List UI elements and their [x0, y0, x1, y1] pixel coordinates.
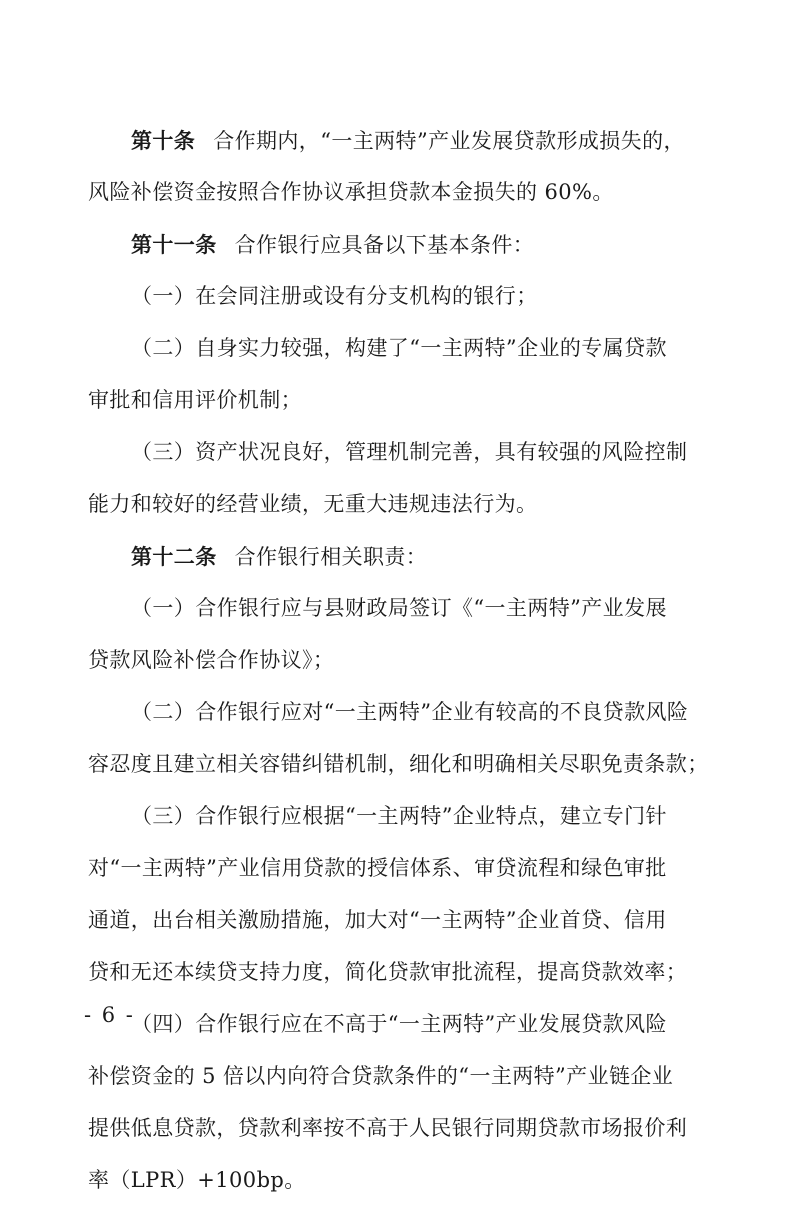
article-11-intro: 合作银行应具备以下基本条件： — [234, 233, 535, 257]
article-12-item-4-line-2: 补偿资金的 5 倍以内向符合贷款条件的“一主两特”产业链企业 — [88, 1064, 674, 1088]
article-10-line-1 — [88, 130, 693, 151]
article-12-item-4-line-1: （四）合作银行应在不高于“一主两特”产业发展贷款风险 — [131, 1012, 667, 1036]
article-11-heading: 第十一条 — [131, 232, 217, 257]
article-12-item-2-line-2: 容忍度且建立相关容错纠错机制，细化和明确相关尽职免责条款； — [88, 752, 709, 776]
article-11-item-2-line-1: （二）自身实力较强，构建了“一主两特”企业的专属贷款 — [131, 336, 667, 360]
article-11-item-1: （一）在会同注册或设有分支机构的银行； — [131, 284, 538, 308]
article-12-item-1-line-2: 贷款风险补偿合作协议》； — [88, 648, 335, 672]
article-12-item-2-line-1: （二）合作银行应对“一主两特”企业有较高的不良贷款风险 — [131, 700, 689, 724]
article-11-item-3-line-1: （三）资产状况良好，管理机制完善，具有较强的风险控制 — [131, 440, 688, 464]
article-11-line-1 — [88, 234, 693, 255]
article-12-item-4-line-3: 提供低息贷款，贷款利率按不高于人民银行同期贷款市场报价利 — [88, 1116, 688, 1140]
article-12-item-3-line-3: 通道，出台相关激励措施，加大对“一主两特”企业首贷、信用 — [88, 908, 667, 932]
article-11-item-2-line-2: 审批和信用评价机制； — [88, 388, 302, 412]
article-12-item-3-line-4: 贷和无还本续贷支持力度，简化贷款审批流程，提高贷款效率； — [88, 960, 688, 984]
article-10-text: 合作期内，“一主两特”产业发展贷款形成损失的， — [213, 129, 685, 153]
document-body — [88, 128, 709, 1222]
page-number: - 6 - — [84, 1003, 135, 1027]
article-11-item-3-line-2: 能力和较好的经营业绩，无重大违规违法行为。 — [88, 492, 538, 516]
article-12-item-3-line-1: （三）合作银行应根据“一主两特”企业特点，建立专门针 — [131, 804, 667, 828]
article-10-heading: 第十条 — [131, 128, 196, 153]
article-12-intro: 合作银行相关职责： — [234, 545, 428, 569]
article-12-item-1-line-1: （一）合作银行应与县财政局签订《“一主两特”产业发展 — [131, 596, 667, 620]
article-12-heading: 第十二条 — [131, 544, 217, 569]
article-10-line-2: 风险补偿资金按照合作协议承担贷款本金损失的 60%。 — [88, 180, 614, 204]
article-12-item-3-line-2: 对“一主两特”产业信用贷款的授信体系、审贷流程和绿色审批 — [88, 856, 667, 880]
article-12-item-4-line-4: 率（LPR）+100bp。 — [88, 1168, 306, 1192]
article-12-line-1 — [88, 546, 693, 567]
